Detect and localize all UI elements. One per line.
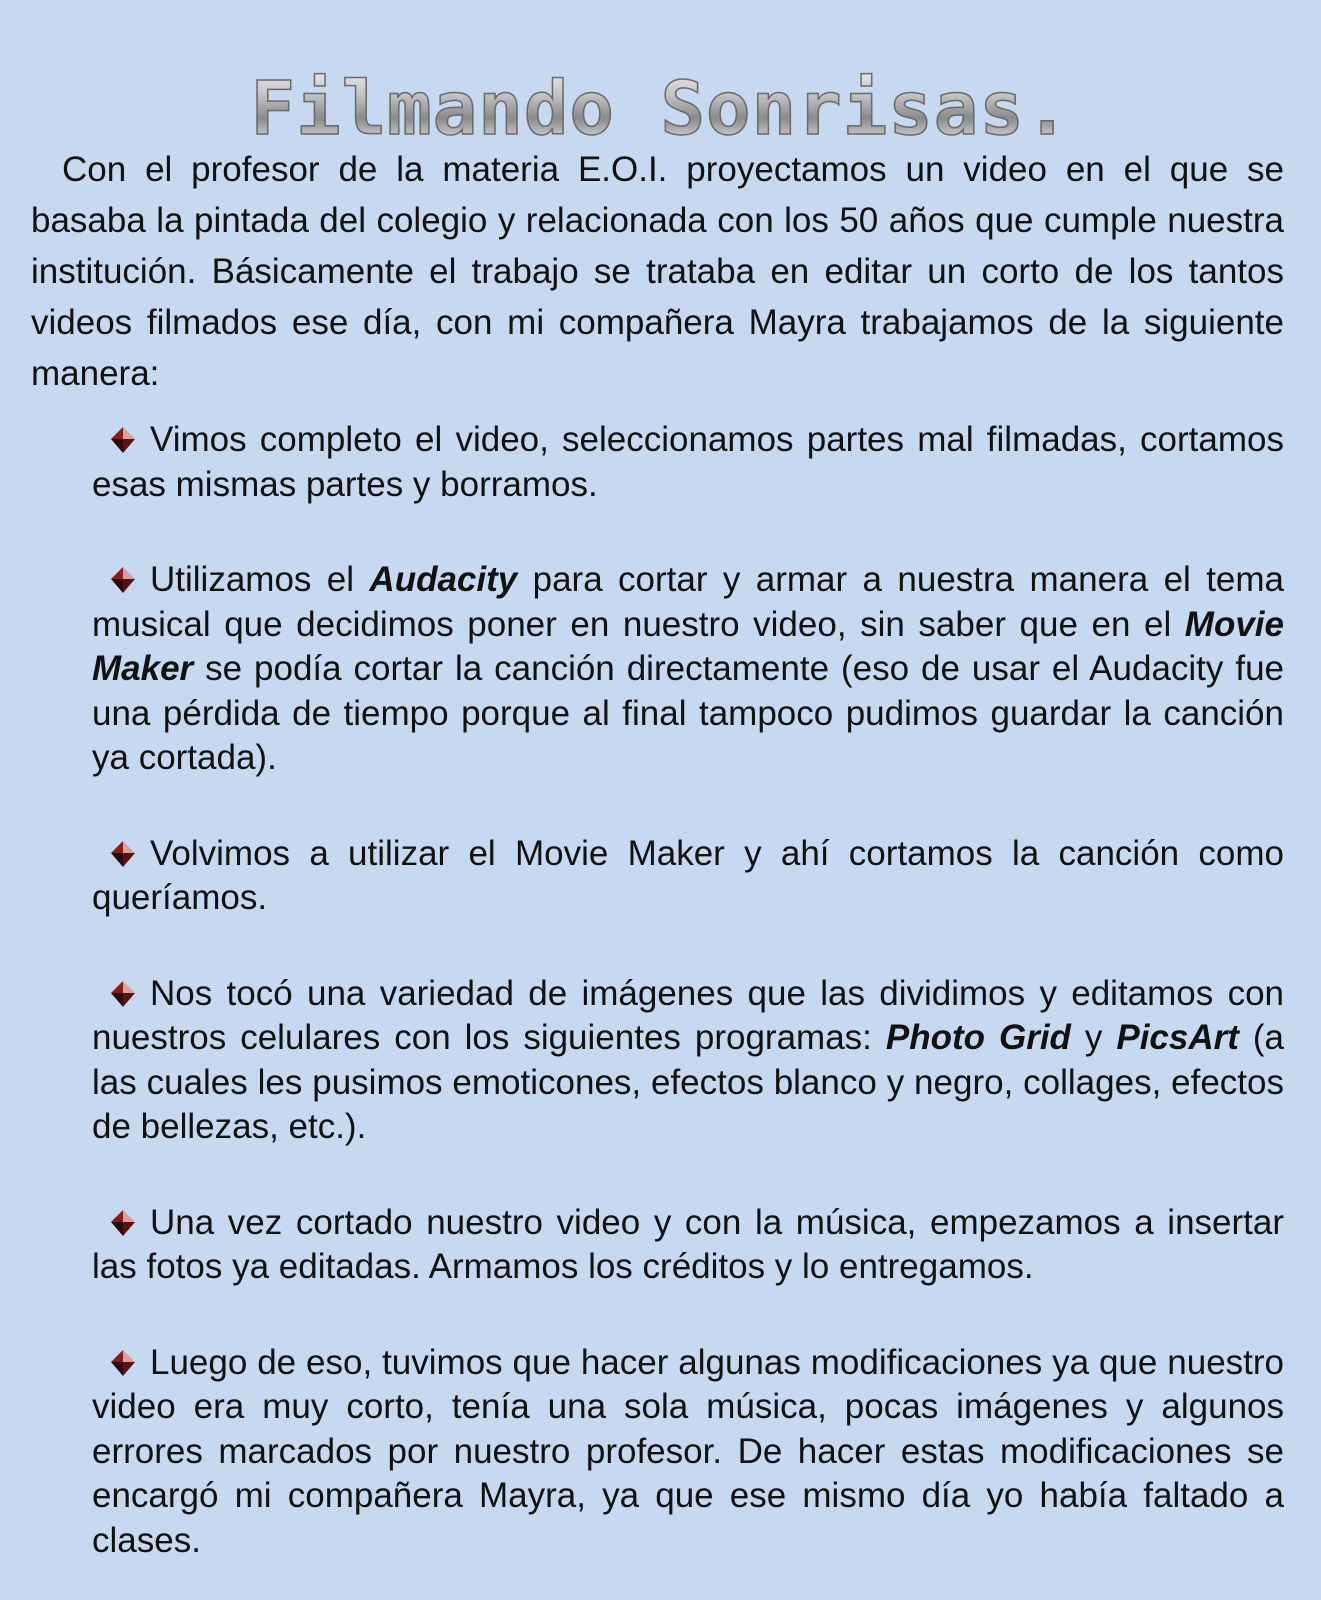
list-item-text: para cortar y armar a nuestra manera el tema musical que decidimos poner en nuestro video, sin saber que en el [92,560,1284,644]
diamond-bullet-icon [110,980,136,1008]
software-name: Photo Grid [885,1018,1071,1057]
software-name: Movie Maker [92,604,1284,688]
list-item-text: (a las cuales les pusimos emoticones, efectos blanco y negro, collages, efectos de bellezas, etc.). [92,1018,1284,1146]
list-item [92,1341,1284,1564]
list-item [92,418,1284,507]
list-item-text: Una vez cortado nuestro video y con la música, empezamos a insertar las fotos ya editadas. Armamos los créditos y lo entregamos. [92,1202,1284,1286]
diamond-bullet-icon [110,566,136,594]
list-item-text: Luego de eso, tuvimos que hacer algunas modificaciones ya que nuestro video era muy corto, tenía una sola música, pocas imágenes y algunos errores marcados por nuestro profesor. De hacer estas modificaciones se encargó mi compañera Mayra, ya que ese mismo día yo había faltado a clases. [92,1342,1284,1560]
diamond-bullet-icon [110,426,136,454]
list-item-text: y [1070,1018,1117,1057]
list-item [92,972,1284,1150]
diamond-bullet-icon [110,1209,136,1237]
list-item-text: Vimos completo el video, seleccionamos partes mal filmadas, cortamos esas mismas partes y borramos. [92,420,1284,504]
intro-paragraph: Con el profesor de la materia E.O.I. proyectamos un video en el que se basaba la pintada del colegio y relacionada con los 50 años que cumple nuestra institución. Básicamente el trabajo se trataba en editar un corto de los tantos videos filmados ese día, con mi compañera Mayra trabajamos de la siguiente manera: [31,150,1284,393]
diamond-bullet-icon [110,1349,136,1377]
list-item-text: Utilizamos el [150,560,370,599]
list-item-text: se podía cortar la canción directamente (eso de usar el Audacity fue una pérdida de tiempo porque al final tampoco pudimos guardar la canción ya cortada). [92,649,1284,777]
steps-list [92,418,1284,1563]
page-title: Filmando Sonrisas. [0,64,1321,154]
software-name: Audacity [369,560,518,599]
diamond-bullet-icon [110,840,136,868]
list-item [92,558,1284,781]
list-item-text: Nos tocó una variedad de imágenes que las dividimos y editamos con nuestros celulares con los siguientes programas: [92,973,1284,1057]
list-item [92,1201,1284,1290]
list-item-text: Volvimos a utilizar el Movie Maker y ahí cortamos la canción como queríamos. [92,833,1284,917]
list-item [92,832,1284,921]
software-name: PicsArt [1116,1018,1239,1057]
